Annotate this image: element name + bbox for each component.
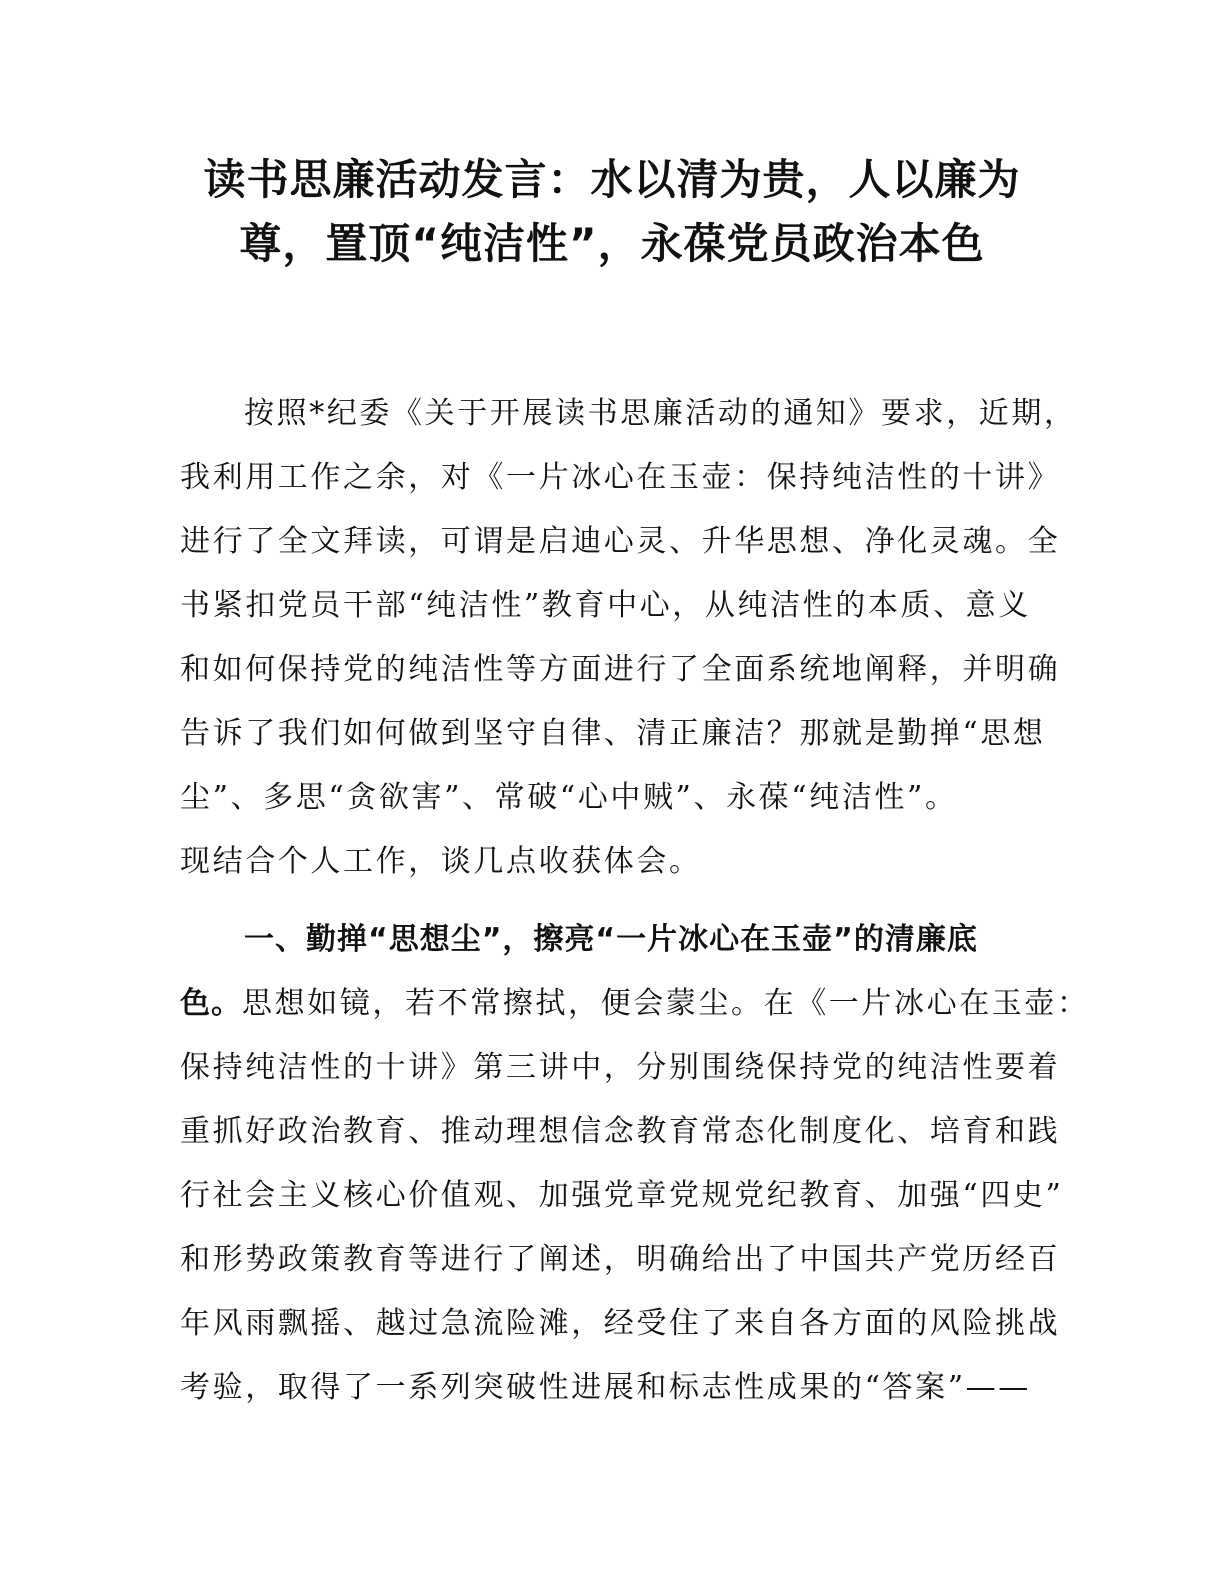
text-line: 和形势政策教育等进行了阐述，明确给出了中国共产党历经百	[180, 1242, 1061, 1277]
text-line: 和如何保持党的纯洁性等方面进行了全面系统地阐释，并明确	[180, 652, 1061, 687]
section-heading: 一、勤掸“思想尘”，擦亮“一片冰心在玉壶”的清廉底	[244, 922, 978, 957]
section-heading-tail: 色。	[180, 986, 242, 1021]
text-line: 进行了全文拜读，可谓是启迪心灵、升华思想、净化灵魂。全	[180, 524, 1061, 559]
title-line-2: 尊，置顶“纯洁性”，永葆党员政治本色	[239, 219, 985, 268]
text-line: 现结合个人工作，谈几点收获体会。	[180, 844, 702, 879]
text-line-rest: 思想如镜，若不常擦拭，便会蒙尘。在《一片冰心在玉壶：	[242, 986, 1090, 1021]
title-line-1: 读书思廉活动发言：水以清为贵，人以廉为	[203, 155, 1021, 204]
text-line: 书紧扣党员干部“纯洁性”教育中心，从纯洁性的本质、意义	[180, 588, 1031, 623]
text-line: 我利用工作之余，对《一片冰心在玉壶：保持纯洁性的十讲》	[180, 460, 1061, 495]
text-line: 按照*纪委《关于开展读书思廉活动的通知》要求，近期，	[244, 396, 1077, 431]
document-body	[180, 382, 1090, 1420]
text-line: 重抓好政治教育、推动理想信念教育常态化制度化、培育和践	[180, 1114, 1061, 1149]
text-line	[180, 972, 1090, 1036]
section-one-paragraph	[180, 908, 1090, 1420]
text-line: 考验，取得了一系列突破性进展和标志性成果的“答案”——	[180, 1370, 1031, 1405]
text-line: 年风雨飘摇、越过急流险滩，经受住了来自各方面的风险挑战	[180, 1306, 1061, 1341]
document-title	[150, 148, 1074, 276]
text-line: 保持纯洁性的十讲》第三讲中，分别围绕保持党的纯洁性要着	[180, 1050, 1061, 1085]
intro-paragraph	[180, 382, 1077, 894]
text-line: 尘”、多思“贪欲害”、常破“心中贼”、永葆“纯洁性”。	[180, 780, 958, 815]
text-line: 行社会主义核心价值观、加强党章党规党纪教育、加强“四史”	[180, 1178, 1064, 1213]
text-line: 告诉了我们如何做到坚守自律、清正廉洁？那就是勤掸“思想	[180, 716, 1046, 751]
